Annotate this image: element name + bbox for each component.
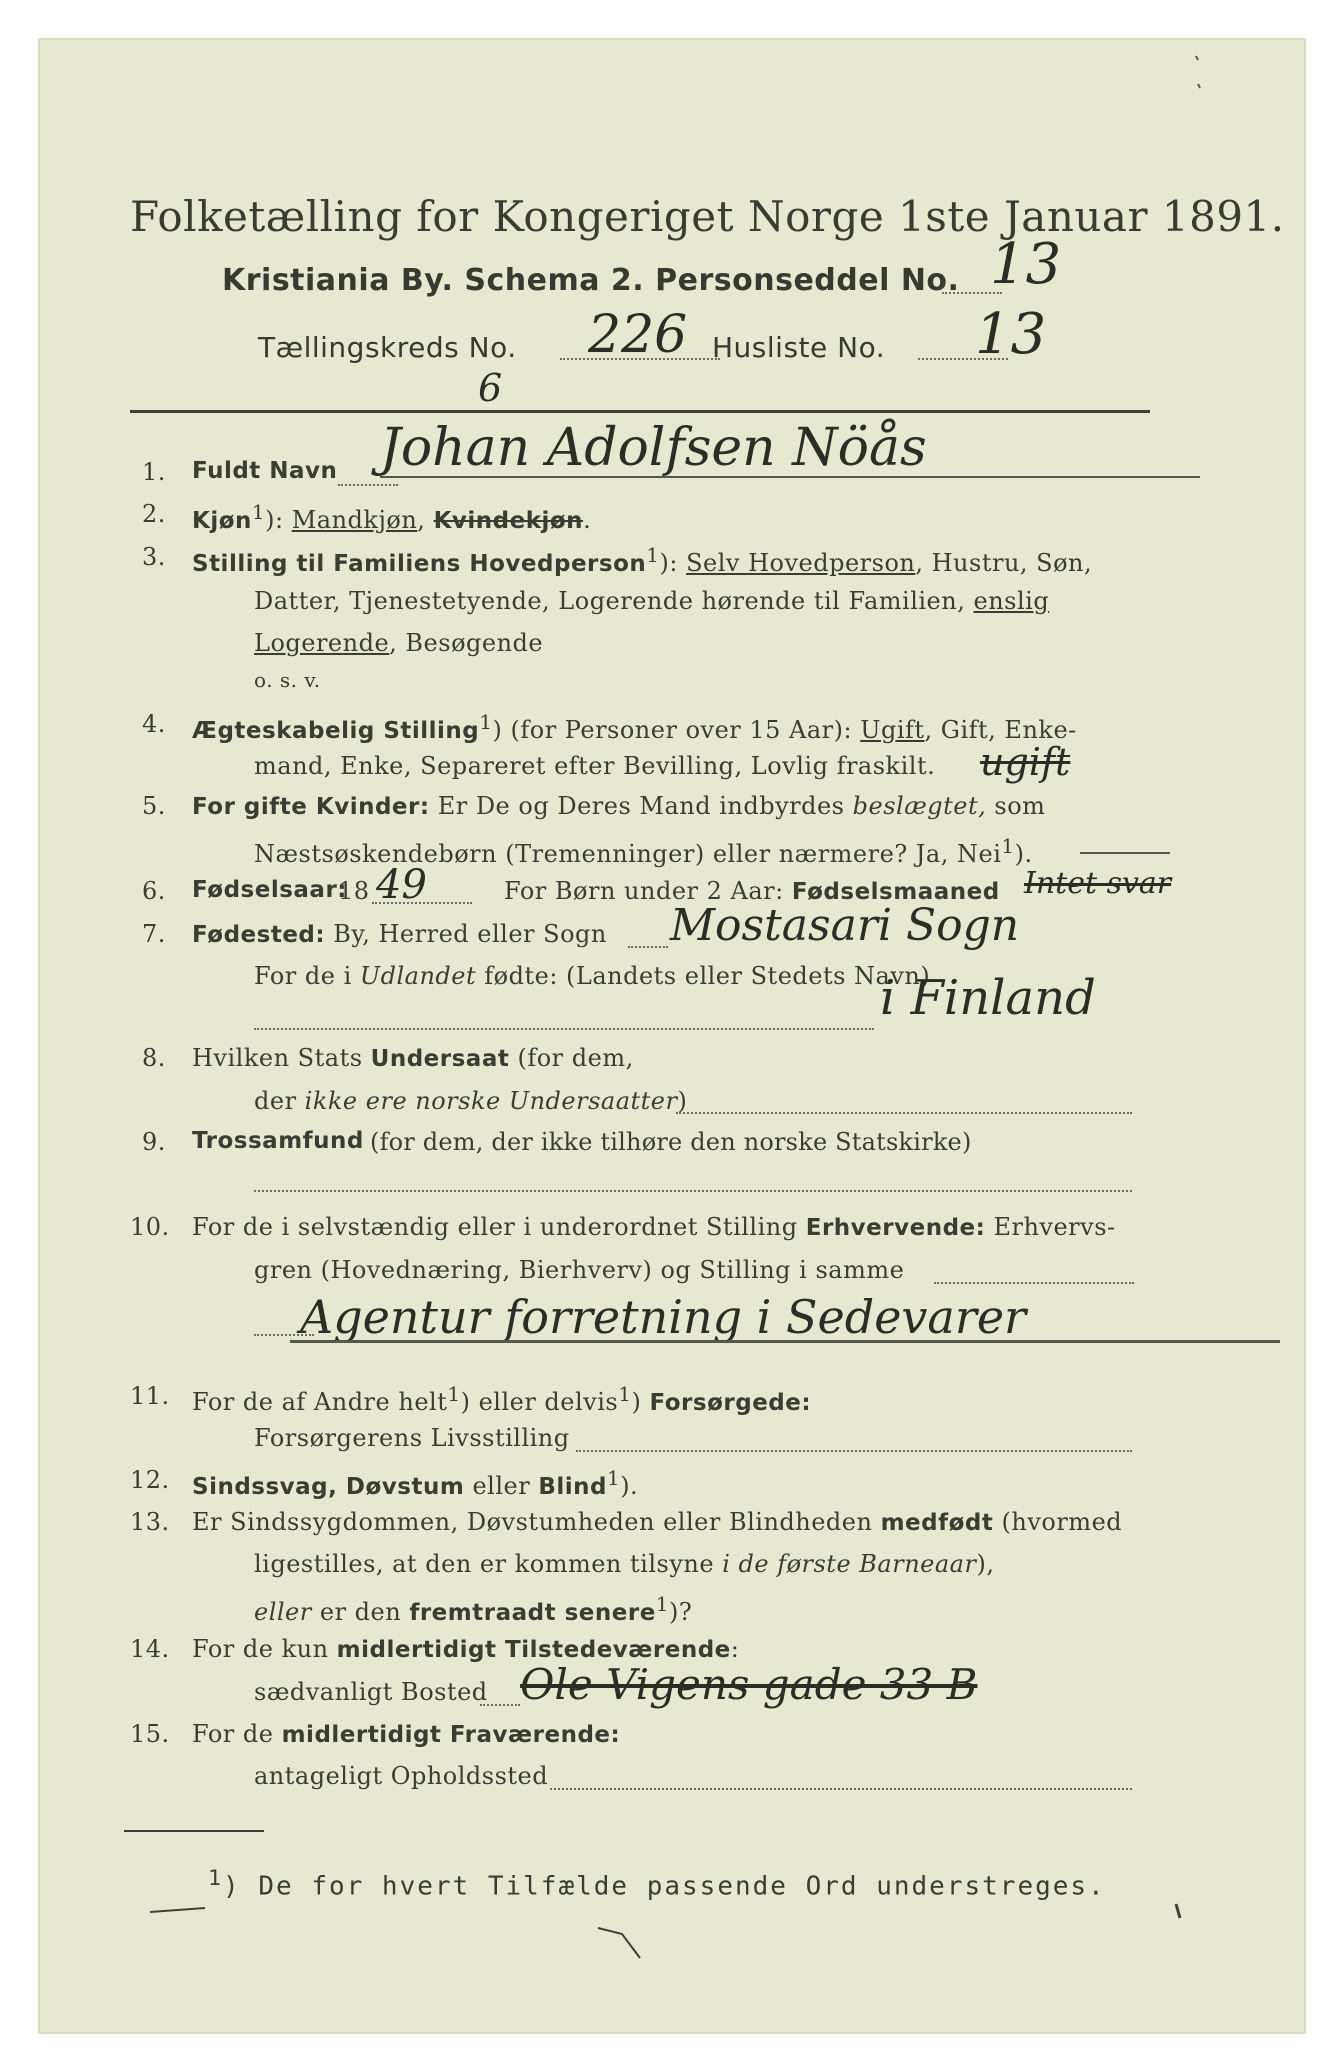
q8-line2-italic: ikke ere norske Undersaatter xyxy=(304,1087,678,1115)
q15-line1a: For de xyxy=(192,1720,282,1748)
q13-line2a: ligestilles, at den er kommen tilsyne xyxy=(254,1550,723,1578)
q13-label2: fremtraadt senere xyxy=(409,1600,656,1626)
q6-label: Fødselsaar: xyxy=(192,877,347,903)
q13-line2b: ), xyxy=(976,1550,995,1578)
q3-number: 3. xyxy=(142,543,166,571)
form-subtitle: Kristiania By. Schema 2. Personseddel No. xyxy=(222,263,960,298)
q3-rest-b: , Hustru, Søn, xyxy=(915,549,1093,577)
q2-end: . xyxy=(583,506,592,534)
q14-answer: Ole Vigens gade 33 B xyxy=(520,1660,978,1709)
stray-mark-left xyxy=(150,1908,205,1912)
q2-rest: ): xyxy=(265,506,292,534)
q14-number: 14. xyxy=(130,1635,170,1663)
q11-line1c: ) xyxy=(631,1388,650,1416)
q12-rest: eller xyxy=(464,1472,539,1500)
footnote-sup: 1 xyxy=(208,1866,224,1891)
q15-line2: antageligt Opholdssted xyxy=(254,1762,549,1790)
q11-sup2: 1 xyxy=(618,1382,632,1406)
q5-rest-a: Er De og Deres Mand indbyrdes xyxy=(429,792,853,820)
q13-number: 13. xyxy=(130,1508,170,1536)
q11-number: 11. xyxy=(130,1382,170,1410)
q8-line2b: ) xyxy=(677,1087,688,1115)
kreds-label: Tællingskreds No. xyxy=(258,331,517,364)
q8-label: Undersaat xyxy=(370,1046,510,1072)
q3-line2-text: Datter, Tjenestetyende, Logerende hørende til Familien, xyxy=(254,587,974,615)
q13-line3c: )? xyxy=(669,1598,693,1626)
q9-label: Trossamfund xyxy=(192,1128,364,1154)
q10-answer: Agentur forretning i Sedevarer xyxy=(300,1290,1027,1344)
q15-label: midlertidigt Fraværende: xyxy=(281,1722,621,1748)
q4-label: Ægteskabelig Stilling xyxy=(192,718,480,744)
q5-rest-b: som xyxy=(986,792,1046,820)
q11-label: Forsørgede: xyxy=(649,1390,812,1416)
q11-line1b: ) eller delvis xyxy=(460,1388,619,1416)
q6-year: 49 xyxy=(376,862,427,908)
q10-line1c: Erhvervs- xyxy=(985,1213,1116,1241)
stray-mark-top xyxy=(1196,56,1200,88)
q6-label2: Fødselsmaaned xyxy=(791,879,1000,905)
q2-option-male: Mandkjøn xyxy=(291,506,418,534)
q10-line2: gren (Hovednæring, Bierhverv) og Stilling i samme xyxy=(254,1256,905,1284)
q8-line2a: der xyxy=(254,1087,305,1115)
q6-prefix: 18 xyxy=(338,877,370,905)
q1-number: 1. xyxy=(142,458,166,486)
q10-number: 10. xyxy=(130,1213,170,1241)
stray-mark-right xyxy=(1176,1904,1180,1918)
q12-label2: Blind xyxy=(538,1474,607,1500)
q5-italic: beslægtet, xyxy=(852,792,987,820)
q4-sup: 1 xyxy=(479,710,493,734)
husliste-label: Husliste No. xyxy=(712,331,886,364)
kreds-number: 226 xyxy=(588,305,688,365)
q6-rest: For Børn under 2 Aar: xyxy=(504,877,792,905)
q4-rest-a: ) (for Personer over 15 Aar): xyxy=(492,716,861,744)
q5-number: 5. xyxy=(142,792,166,820)
q1-answer-name: Johan Adolfsen Nöås xyxy=(380,418,927,478)
q7-rest: By, Herred eller Sogn xyxy=(325,920,607,948)
q3-option-logerende: Logerende xyxy=(254,629,390,657)
q8-line1a: Hvilken Stats xyxy=(192,1044,371,1072)
q2-sup: 1 xyxy=(251,500,266,524)
q10-label: Erhvervende: xyxy=(805,1215,986,1241)
q11-sup1: 1 xyxy=(447,1382,461,1406)
q13-label: medfødt xyxy=(880,1510,994,1536)
form-title: Folketælling for Kongeriget Norge 1ste Januar 1891. xyxy=(130,192,1285,241)
stray-mark-center xyxy=(598,1928,640,1958)
q4-option-ugift: Ugift xyxy=(860,716,925,744)
footnote-text: ) De for hvert Tilfælde passende Ord understreges. xyxy=(223,1871,1106,1902)
q5-end: ). xyxy=(1014,840,1033,868)
q14-label: midlertidigt Tilstedeværende xyxy=(336,1637,731,1663)
q5-label: For gifte Kvinder: xyxy=(192,794,430,820)
q1-label: Fuldt Navn xyxy=(192,458,338,484)
q15-number: 15. xyxy=(130,1720,170,1748)
q7-label: Fødested: xyxy=(192,922,326,948)
q5-line2-text: Næstsøskendebørn (Tremenninger) eller nærmere? Ja, Nei xyxy=(254,840,1002,868)
q13-sup: 1 xyxy=(655,1592,670,1616)
q8-number: 8. xyxy=(142,1044,166,1072)
q2-option-female: Kvindekjøn xyxy=(433,508,584,534)
q12-label: Sindssvag, Døvstum xyxy=(192,1474,465,1500)
q3-sup: 1 xyxy=(646,543,660,567)
q12-end: ). xyxy=(620,1472,639,1500)
q9-number: 9. xyxy=(142,1128,166,1156)
q14-line2: sædvanligt Bosted xyxy=(254,1678,488,1706)
header-mark: 6 xyxy=(478,366,503,410)
q13-line1c: (hvormed xyxy=(993,1508,1123,1536)
q3-option-enslig: enslig xyxy=(973,587,1050,615)
q11-line1a: For de af Andre helt xyxy=(192,1388,448,1416)
husliste-number: 13 xyxy=(975,302,1047,367)
q5-sup: 1 xyxy=(1001,834,1015,858)
q12-number: 12. xyxy=(130,1466,170,1494)
q8-line1c: (for dem, xyxy=(509,1044,634,1072)
q11-line2: Forsørgerens Livsstilling xyxy=(254,1424,570,1452)
q13-line3a: er den xyxy=(311,1598,410,1626)
q2-sep: , xyxy=(417,506,434,534)
q3-label: Stilling til Familiens Hovedperson xyxy=(192,551,647,577)
q3-option-selv: Selv Hovedperson xyxy=(686,549,916,577)
q7-line2-italic: Udlandet xyxy=(359,962,477,990)
q9-rest: (for dem, der ikke tilhøre den norske Statskirke) xyxy=(370,1128,972,1156)
q12-sup: 1 xyxy=(606,1466,621,1490)
q7-answer: Mostasari Sogn xyxy=(670,900,1020,951)
q6-answer: Intet svar xyxy=(1024,866,1172,901)
q14-line1a: For de kun xyxy=(192,1635,337,1663)
q7-number: 7. xyxy=(142,920,166,948)
q13-line1a: Er Sindssygdommen, Døvstumheden eller Blindheden xyxy=(192,1508,881,1536)
q4-rest-b: , Gift, Enke- xyxy=(924,716,1077,744)
q7-line2b: fødte: (Landets eller Stedets Navn) xyxy=(476,962,931,990)
q4-answer: ugift xyxy=(980,740,1071,784)
q13-line2-italic: i de første Barneaar xyxy=(722,1550,977,1578)
q7-line2a: For de i xyxy=(254,962,360,990)
q6-number: 6. xyxy=(142,877,166,905)
q3-rest-a: ): xyxy=(659,549,687,577)
q2-label: Kjøn xyxy=(192,508,252,534)
q7-answer2: i Finland xyxy=(880,970,1096,1026)
q4-number: 4. xyxy=(142,710,166,738)
personseddel-number: 13 xyxy=(990,232,1062,297)
q13-line3-italic: eller xyxy=(254,1598,312,1626)
q10-line1a: For de i selvstændig eller i underordnet Stilling xyxy=(192,1213,806,1241)
q14-line1c: : xyxy=(730,1635,740,1663)
q2-number: 2. xyxy=(142,500,166,528)
q3-line3-rest: , Besøgende xyxy=(389,629,544,657)
q3-line4: o. s. v. xyxy=(254,668,321,692)
q4-line2: mand, Enke, Separeret efter Bevilling, Lovlig fraskilt. xyxy=(254,752,936,780)
